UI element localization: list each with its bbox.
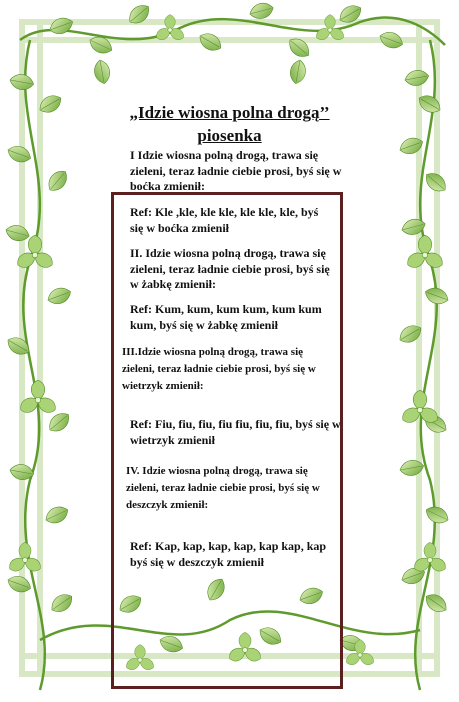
verse-2: II. Idzie wiosna polną drogą, trawa się zieleni, teraz ładnie ciebie prosi, byś się w żabkę zmienił: <box>130 246 330 291</box>
verse-4: IV. Idzie wiosna polną drogą, trawa się zieleni, teraz ładnie ciebie prosi, byś się w deszczyk zmienił: <box>126 465 320 511</box>
refrain-2: Ref: Kum, kum, kum kum, kum kum kum, byś się w żabkę zmienił <box>130 302 322 332</box>
verse-3: III.Idzie wiosna polną drogą, trawa się zieleni, teraz ładnie ciebie prosi, byś się w wietrzyk zmienił: <box>122 346 316 392</box>
refrain-3: Ref: Fiu, fiu, fiu, fiu fiu, fiu, fiu, byś się w wietrzyk zmienił <box>130 417 341 447</box>
song-subtitle: piosenka <box>197 126 262 145</box>
refrain-4: Ref: Kap, kap, kap, kap, kap kap, kap byś się w deszczyk zmienił <box>130 539 327 569</box>
refrain-1: Ref: Kle ,kle, kle kle, kle kle, kle, byś się w boćka zmienił <box>130 205 319 235</box>
song-title: „Idzie wiosna polna drogą’’ <box>129 103 330 122</box>
verse-1: I Idzie wiosna polną drogą, trawa się zieleni, teraz ładnie ciebie prosi, byś się w boćka zmienił: <box>130 148 342 193</box>
